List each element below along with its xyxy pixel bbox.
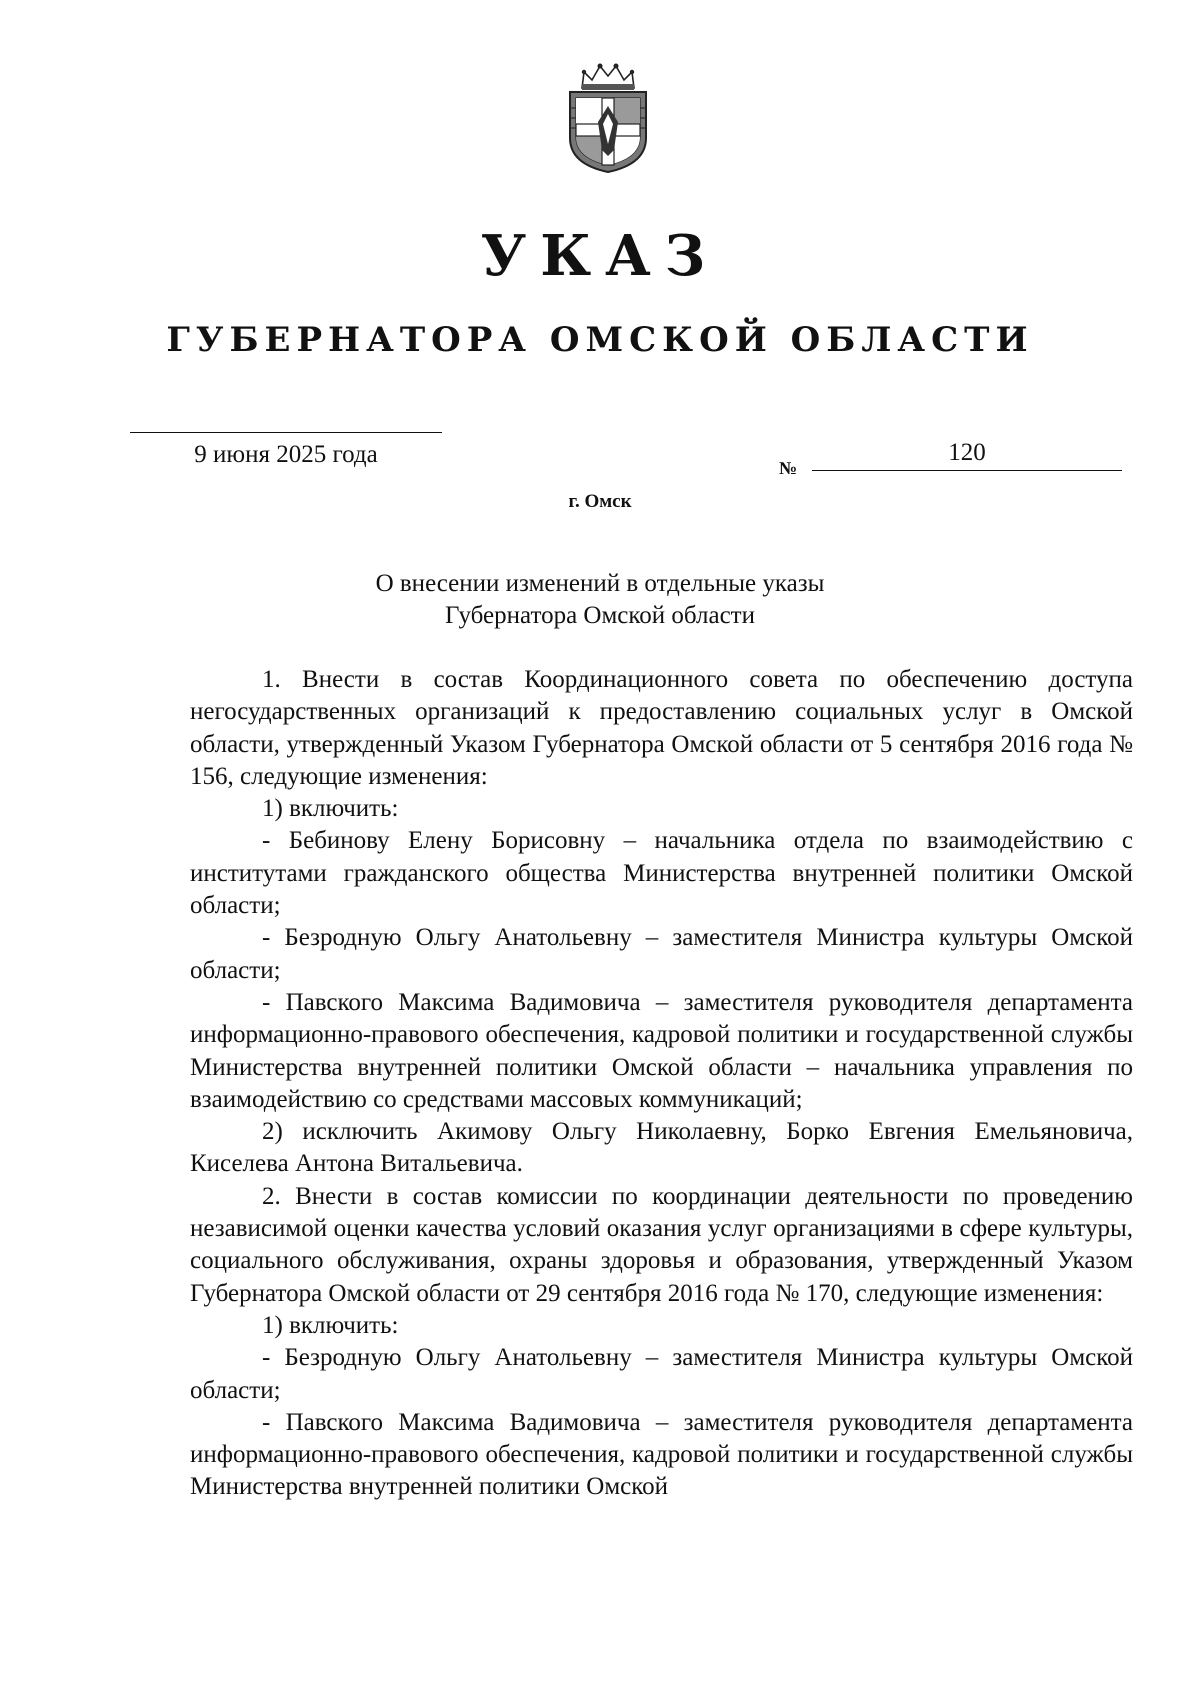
body-paragraph: - Бебинову Елену Борисовну – начальника отдела по взаимодействию с институтами гражданского общества Министерства внутренней политики Омской области;	[190, 827, 1133, 920]
body-paragraph: 2. Внести в состав комиссии по координации деятельности по проведению независимой оценки качества условий оказания услуг организациями в сфере культуры, социального обслуживания, охраны здоровья и образования, утвержденный Указом Губернатора Омской области от 29 сентября 2016 года № 170, следующие изменения:	[190, 1182, 1133, 1307]
document-city: г. Омск	[568, 491, 632, 512]
document-body	[190, 664, 1133, 1504]
date-underline	[130, 432, 442, 433]
document-number: 120	[948, 439, 986, 466]
body-paragraph: - Безродную Ольгу Анатольевну – заместителя Министра культуры Омской области;	[190, 1344, 1133, 1404]
document-heading	[0, 568, 1200, 632]
document-date: 9 июня 2025 года	[194, 441, 378, 468]
body-paragraph: 2) исключить Акимову Ольгу Николаевну, Борко Евгения Емельяновича, Киселева Антона Витальевича.	[190, 1118, 1133, 1178]
body-paragraph: - Павского Максима Вадимовича – заместителя руководителя департамента информационно-правового обеспечения, кадровой политики и государственной службы Министерства внутренней политики Омской	[190, 1408, 1133, 1501]
number-underline	[812, 470, 1122, 471]
body-paragraph: 1) включить:	[262, 1311, 399, 1339]
heading-line: О внесении изменений в отдельные указы	[375, 570, 825, 597]
body-paragraph: - Безродную Ольгу Анатольевну – заместителя Министра культуры Омской области;	[190, 924, 1133, 984]
document-title: УКАЗ	[480, 223, 720, 289]
heading-line: Губернатора Омской области	[445, 602, 755, 629]
body-paragraph: - Павского Максима Вадимовича – заместителя руководителя департамента информационно-правового обеспечения, кадровой политики и государственной службы Министерства внутренней политики Омской области – начальника управления по взаимодействию со средствами массовых коммуникаций;	[190, 988, 1133, 1113]
document-subtitle: ГУБЕРНАТОРА ОМСКОЙ ОБЛАСТИ	[166, 320, 1034, 360]
body-paragraph: 1. Внести в состав Координационного совета по обеспечению доступа негосударственных организаций к предоставлению социальных услуг в Омской области, утвержденный Указом Губернатора Омской области от 5 сентября 2016 года № 156, следующие изменения:	[190, 666, 1133, 790]
number-sign: №	[779, 458, 798, 478]
coat-of-arms-icon	[560, 58, 656, 174]
body-paragraph: 1) включить:	[262, 795, 399, 823]
